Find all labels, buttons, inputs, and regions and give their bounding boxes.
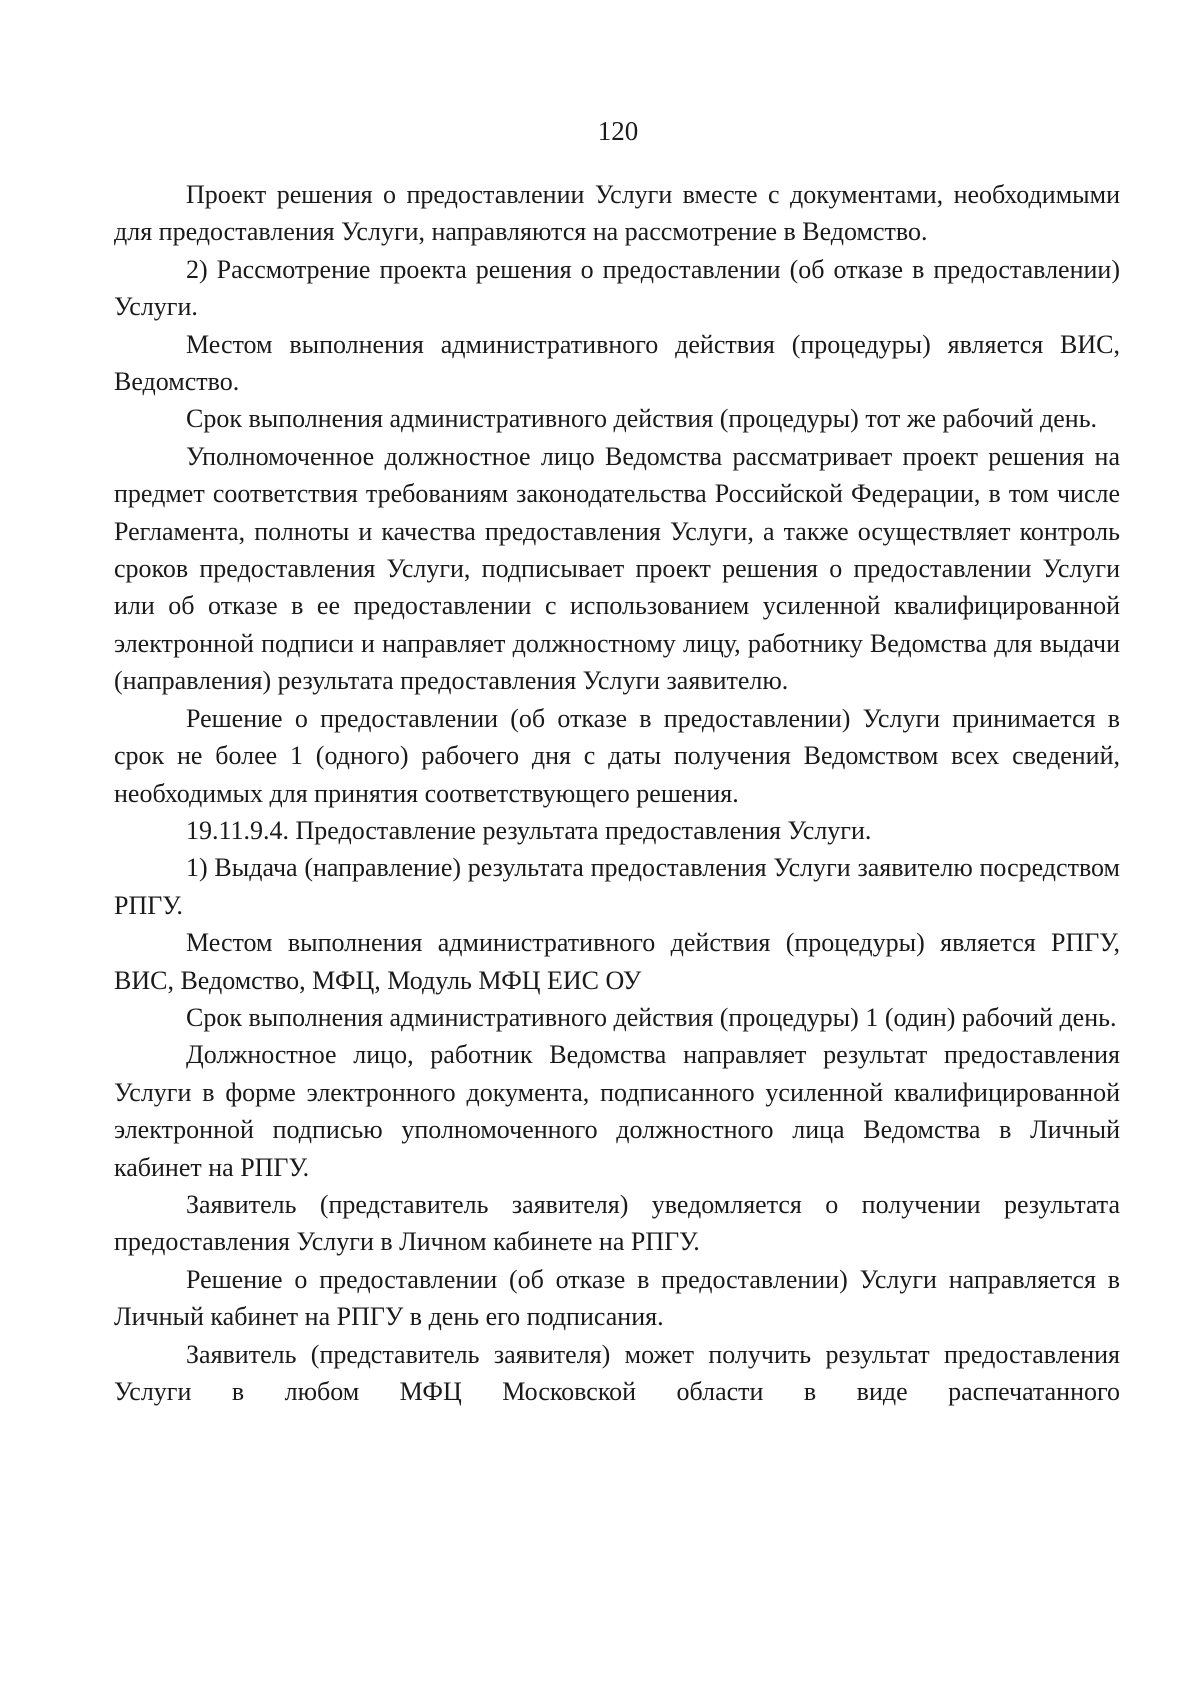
- paragraph: Местом выполнения административного действия (процедуры) является ВИС, Ведомство.: [114, 329, 1120, 397]
- paragraph-continued: Заявитель (представитель заявителя) может получить результат предоставления Услуги в любом МФЦ Московской области в виде распечатанного: [114, 1339, 1120, 1406]
- document-body: [114, 176, 1120, 1410]
- paragraph: 2) Рассмотрение проекта решения о предоставлении (об отказе в предоставлении) Услуги.: [114, 254, 1120, 322]
- paragraph: Срок выполнения административного действия (процедуры) 1 (один) рабочий день.: [186, 1002, 1117, 1032]
- paragraph: Проект решения о предоставлении Услуги вместе с документами, необходимыми для предоставления Услуги, направляются на рассмотрение в Ведомство.: [114, 180, 1120, 247]
- paragraph-section-heading: 19.11.9.4. Предоставление результата предоставления Услуги.: [186, 815, 872, 845]
- paragraph: Местом выполнения административного действия (процедуры) является РПГУ, ВИС, Ведомство, МФЦ, Модуль МФЦ ЕИС ОУ: [114, 928, 1120, 995]
- paragraph: Должностное лицо, работник Ведомства направляет результат предоставления Услуги в форме электронного документа, подписанного усиленной квалифицированной электронной подписью уполномоченного должностного лица Ведомства в Личный кабинет на РПГУ.: [114, 1040, 1120, 1182]
- paragraph: 1) Выдача (направление) результата предоставления Услуги заявителю посредством РПГУ.: [114, 853, 1120, 920]
- paragraph: Решение о предоставлении (об отказе в предоставлении) Услуги направляется в Личный кабинет на РПГУ в день его подписания.: [114, 1264, 1120, 1332]
- paragraph: Решение о предоставлении (об отказе в предоставлении) Услуги принимается в срок не более 1 (одного) рабочего дня с даты получения Ведомством всех сведений, необходимых для принятия соответствующего решения.: [114, 703, 1120, 808]
- page-number: 120: [597, 116, 639, 146]
- paragraph: Уполномоченное должностное лицо Ведомства рассматривает проект решения на предмет соответствия требованиям законодательства Российской Федерации, в том числе Регламента, полноты и качества предоставления Услуги, а также осуществляет контроль сроков предоставления Услуги, подписывает проект решения о предоставлении Услуги или об отказе в ее предоставлении с использованием усиленной квалифицированной электронной подписи и направляет должностному лицу, работнику Ведомства для выдачи (направления) результата предоставления Услуги заявителю.: [114, 441, 1120, 696]
- paragraph: Заявитель (представитель заявителя) уведомляется о получении результата предоставления Услуги в Личном кабинете на РПГУ.: [114, 1189, 1120, 1257]
- paragraph: Срок выполнения административного действия (процедуры) тот же рабочий день.: [186, 404, 1098, 434]
